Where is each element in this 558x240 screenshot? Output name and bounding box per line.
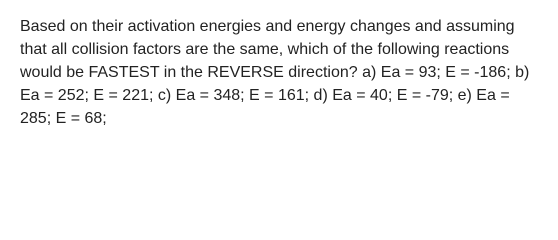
question-text: Based on their activation energies and energy changes and assuming that all collision factors are the same, which of the following reactions would be FASTEST in the REVERSE direction? a) Ea = 93; E = -186; b) Ea = 252; E = 221; c) Ea = 348; E = 161; d) Ea = 40; E = -79; e) Ea = 285; E = 68; xyxy=(20,18,530,127)
